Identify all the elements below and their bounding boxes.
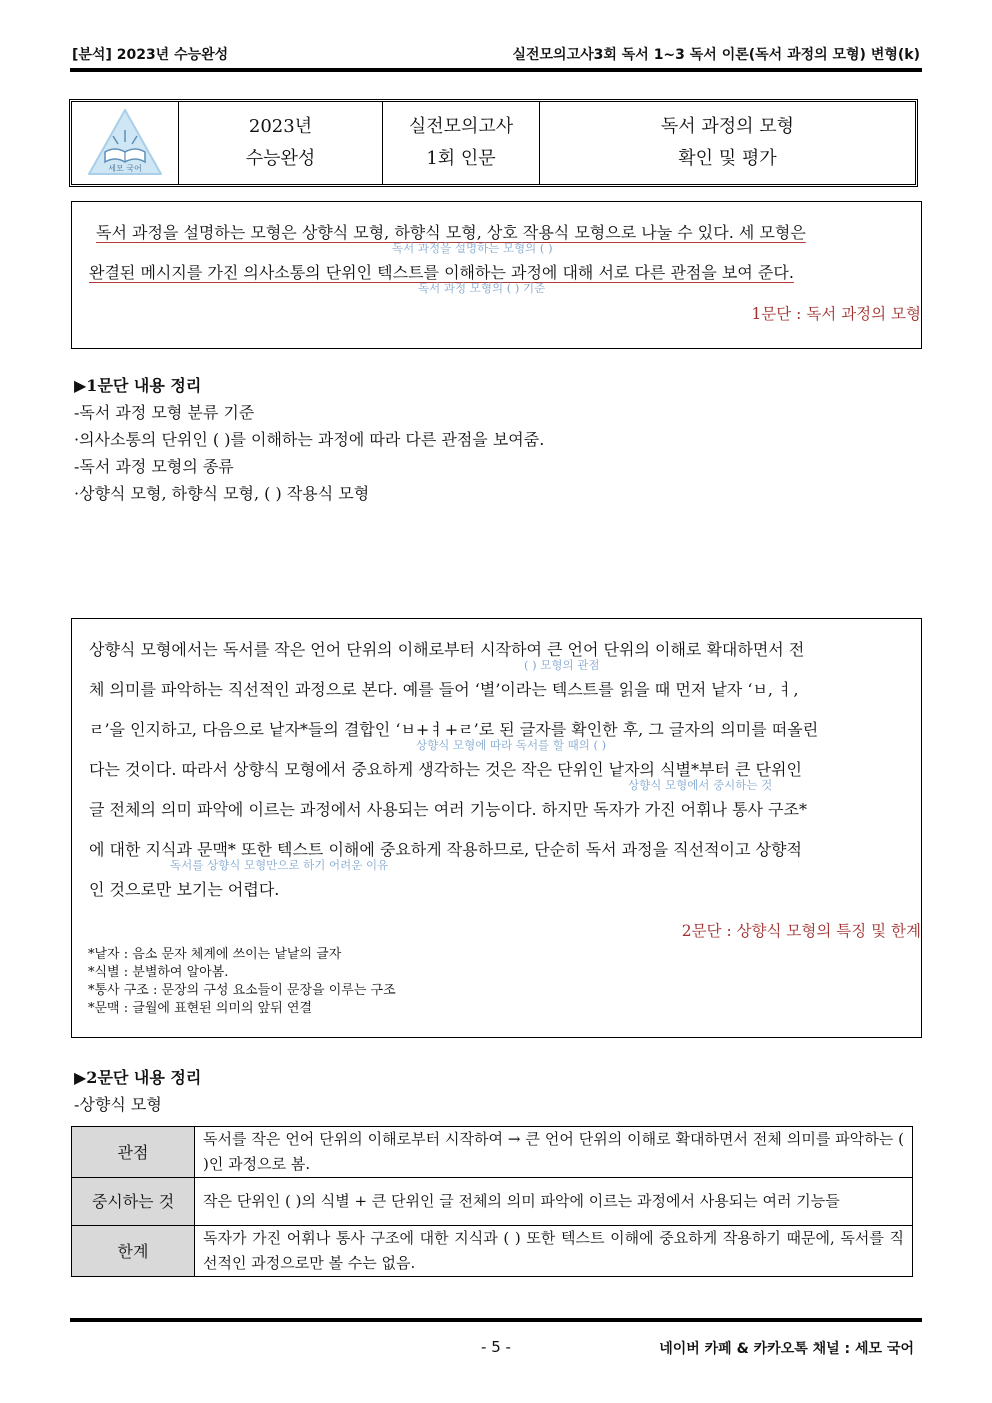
title-year: 2023년 [248, 116, 313, 137]
para2-annotation-b: 상향식 모형에 따라 독서를 할 때의 ( ) [416, 738, 607, 752]
summary-1-item: ·의사소통의 단위인 ( )를 이해하는 과정에 따라 다른 관점을 보여줌. [74, 430, 545, 449]
para2-annotation-c: 상향식 모형에서 중시하는 것 [628, 778, 773, 792]
footnote: *문맥 : 글월에 표현된 의미의 앞뒤 연결 [88, 1001, 313, 1016]
para1-line-1-text: 독서 과정을 설명하는 모형은 상향식 모형, 하향식 모형, 상호 작용식 모형으로 나눌 수 있다. 세 모형은 [96, 223, 806, 242]
logo-text: 세모 국어 [108, 164, 142, 173]
title-topic: 독서 과정의 모형 [660, 116, 795, 137]
summary-2 [74, 1064, 201, 1118]
summary-2-table [71, 1126, 913, 1277]
table-row [72, 1178, 913, 1226]
title-sub: 확인 및 평가 [678, 148, 777, 169]
table-value: 독자가 가진 어휘나 통사 구조에 대한 지식과 ( ) 또한 텍스트 이해에 중요하게 작용하기 때문에, 독서를 직선적인 과정으로만 볼 수는 없음. [195, 1226, 913, 1277]
summary-1 [74, 372, 544, 507]
table-key: 관점 [72, 1127, 195, 1178]
footer-rule [70, 1318, 922, 1322]
summary-2-title: ▶2문단 내용 정리 [74, 1068, 202, 1087]
para1-label: 1문단 : 독서 과정의 모형 [751, 305, 921, 323]
para1-annotation-1: 독서 과정을 설명하는 모형의 ( ) [392, 241, 553, 255]
para2-annotation-a: ( ) 모형의 관점 [524, 658, 600, 672]
table-row [72, 1226, 913, 1277]
header-rule [70, 68, 922, 72]
para2-annotation-d: 독서를 상향식 모형만으로 하기 어려운 이유 [170, 858, 389, 872]
table-key: 한계 [72, 1226, 195, 1277]
table-key: 중시하는 것 [72, 1178, 195, 1226]
summary-1-item: ·상향식 모형, 하향식 모형, ( ) 작용식 모형 [74, 484, 370, 503]
para2-line-1: 상향식 모형에서는 독서를 작은 언어 단위의 이해로부터 시작하여 큰 언어 단위의 이해로 확대하면서 전 [89, 640, 805, 659]
title-book: 수능완성 [245, 148, 316, 169]
summary-1-item: -독서 과정 모형 분류 기준 [74, 403, 255, 422]
title-col-2 [382, 102, 539, 184]
para2-line-2: 체 의미를 파악하는 직선적인 과정으로 본다. 예를 들어 ‘별’이라는 텍스트를 읽을 때 먼저 낱자 ‘ㅂ, ㅕ, [89, 680, 799, 699]
table-row [72, 1127, 913, 1178]
paragraph-1-box [71, 201, 922, 349]
table-value: 작은 단위인 ( )의 식별 + 큰 단위인 글 전체의 의미 파악에 이르는 과정에서 사용되는 여러 기능들 [195, 1178, 913, 1226]
logo-cell [72, 102, 178, 184]
para2-line-5: 글 전체의 의미 파악에 이르는 과정에서 사용되는 여러 기능이다. 하지만 독자가 가진 어휘나 통사 구조* [89, 800, 807, 819]
title-exam: 실전모의고사 [408, 116, 514, 137]
para1-annotation-2: 독서 과정 모형의 ( ) 기준 [418, 281, 546, 295]
title-set: 1회 인문 [426, 148, 496, 169]
paragraph-2-box [71, 618, 922, 1038]
footer-channel: 네이버 카페 & 카카오톡 채널 : 세모 국어 [659, 1341, 914, 1357]
title-table [69, 99, 918, 187]
book-logo-icon [83, 106, 167, 180]
table-value: 독서를 작은 언어 단위의 이해로부터 시작하여 → 큰 언어 단위의 이해로 확대하면서 전체 의미를 파악하는 ( )인 과정으로 봄. [195, 1127, 913, 1178]
footnote: *식별 : 분별하여 알아봄. [88, 965, 229, 980]
summary-2-subtitle: -상향식 모형 [74, 1095, 162, 1114]
header-left: [분석] 2023년 수능완성 [72, 47, 229, 63]
summary-1-title: ▶1문단 내용 정리 [74, 376, 202, 395]
title-col-3 [539, 102, 915, 184]
para2-line-6: 에 대한 지식과 문맥* 또한 텍스트 이해에 중요하게 작용하므로, 단순히 독서 과정을 직선적이고 상향적 [89, 840, 802, 859]
footnote: *낱자 : 음소 문자 체계에 쓰이는 낱낱의 글자 [88, 947, 342, 962]
para2-line-3: ㄹ’을 인지하고, 다음으로 낱자*들의 결합인 ‘ㅂ+ㅕ+ㄹ’로 된 글자를 확인한 후, 그 글자의 의미를 떠올린 [89, 720, 819, 739]
summary-1-item: -독서 과정 모형의 종류 [74, 457, 234, 476]
footnotes [88, 946, 396, 1018]
footnote: *통사 구조 : 문장의 구성 요소들이 문장을 이루는 구조 [88, 983, 396, 998]
para2-label: 2문단 : 상향식 모형의 특징 및 한계 [681, 922, 921, 940]
para2-line-4: 다는 것이다. 따라서 상향식 모형에서 중요하게 생각하는 것은 작은 단위인 낱자의 식별*부터 큰 단위인 [89, 760, 802, 779]
header-right: 실전모의고사3회 독서 1~3 독서 이론(독서 과정의 모형) 변형(k) [512, 47, 920, 63]
title-col-1 [178, 102, 382, 184]
page-number: - 5 - [481, 1338, 511, 1356]
para1-line-2-text: 완결된 메시지를 가진 의사소통의 단위인 텍스트를 이해하는 과정에 대해 서로 다른 관점을 보여 준다. [89, 263, 794, 282]
para2-line-7: 인 것으로만 보기는 어렵다. [89, 880, 280, 899]
